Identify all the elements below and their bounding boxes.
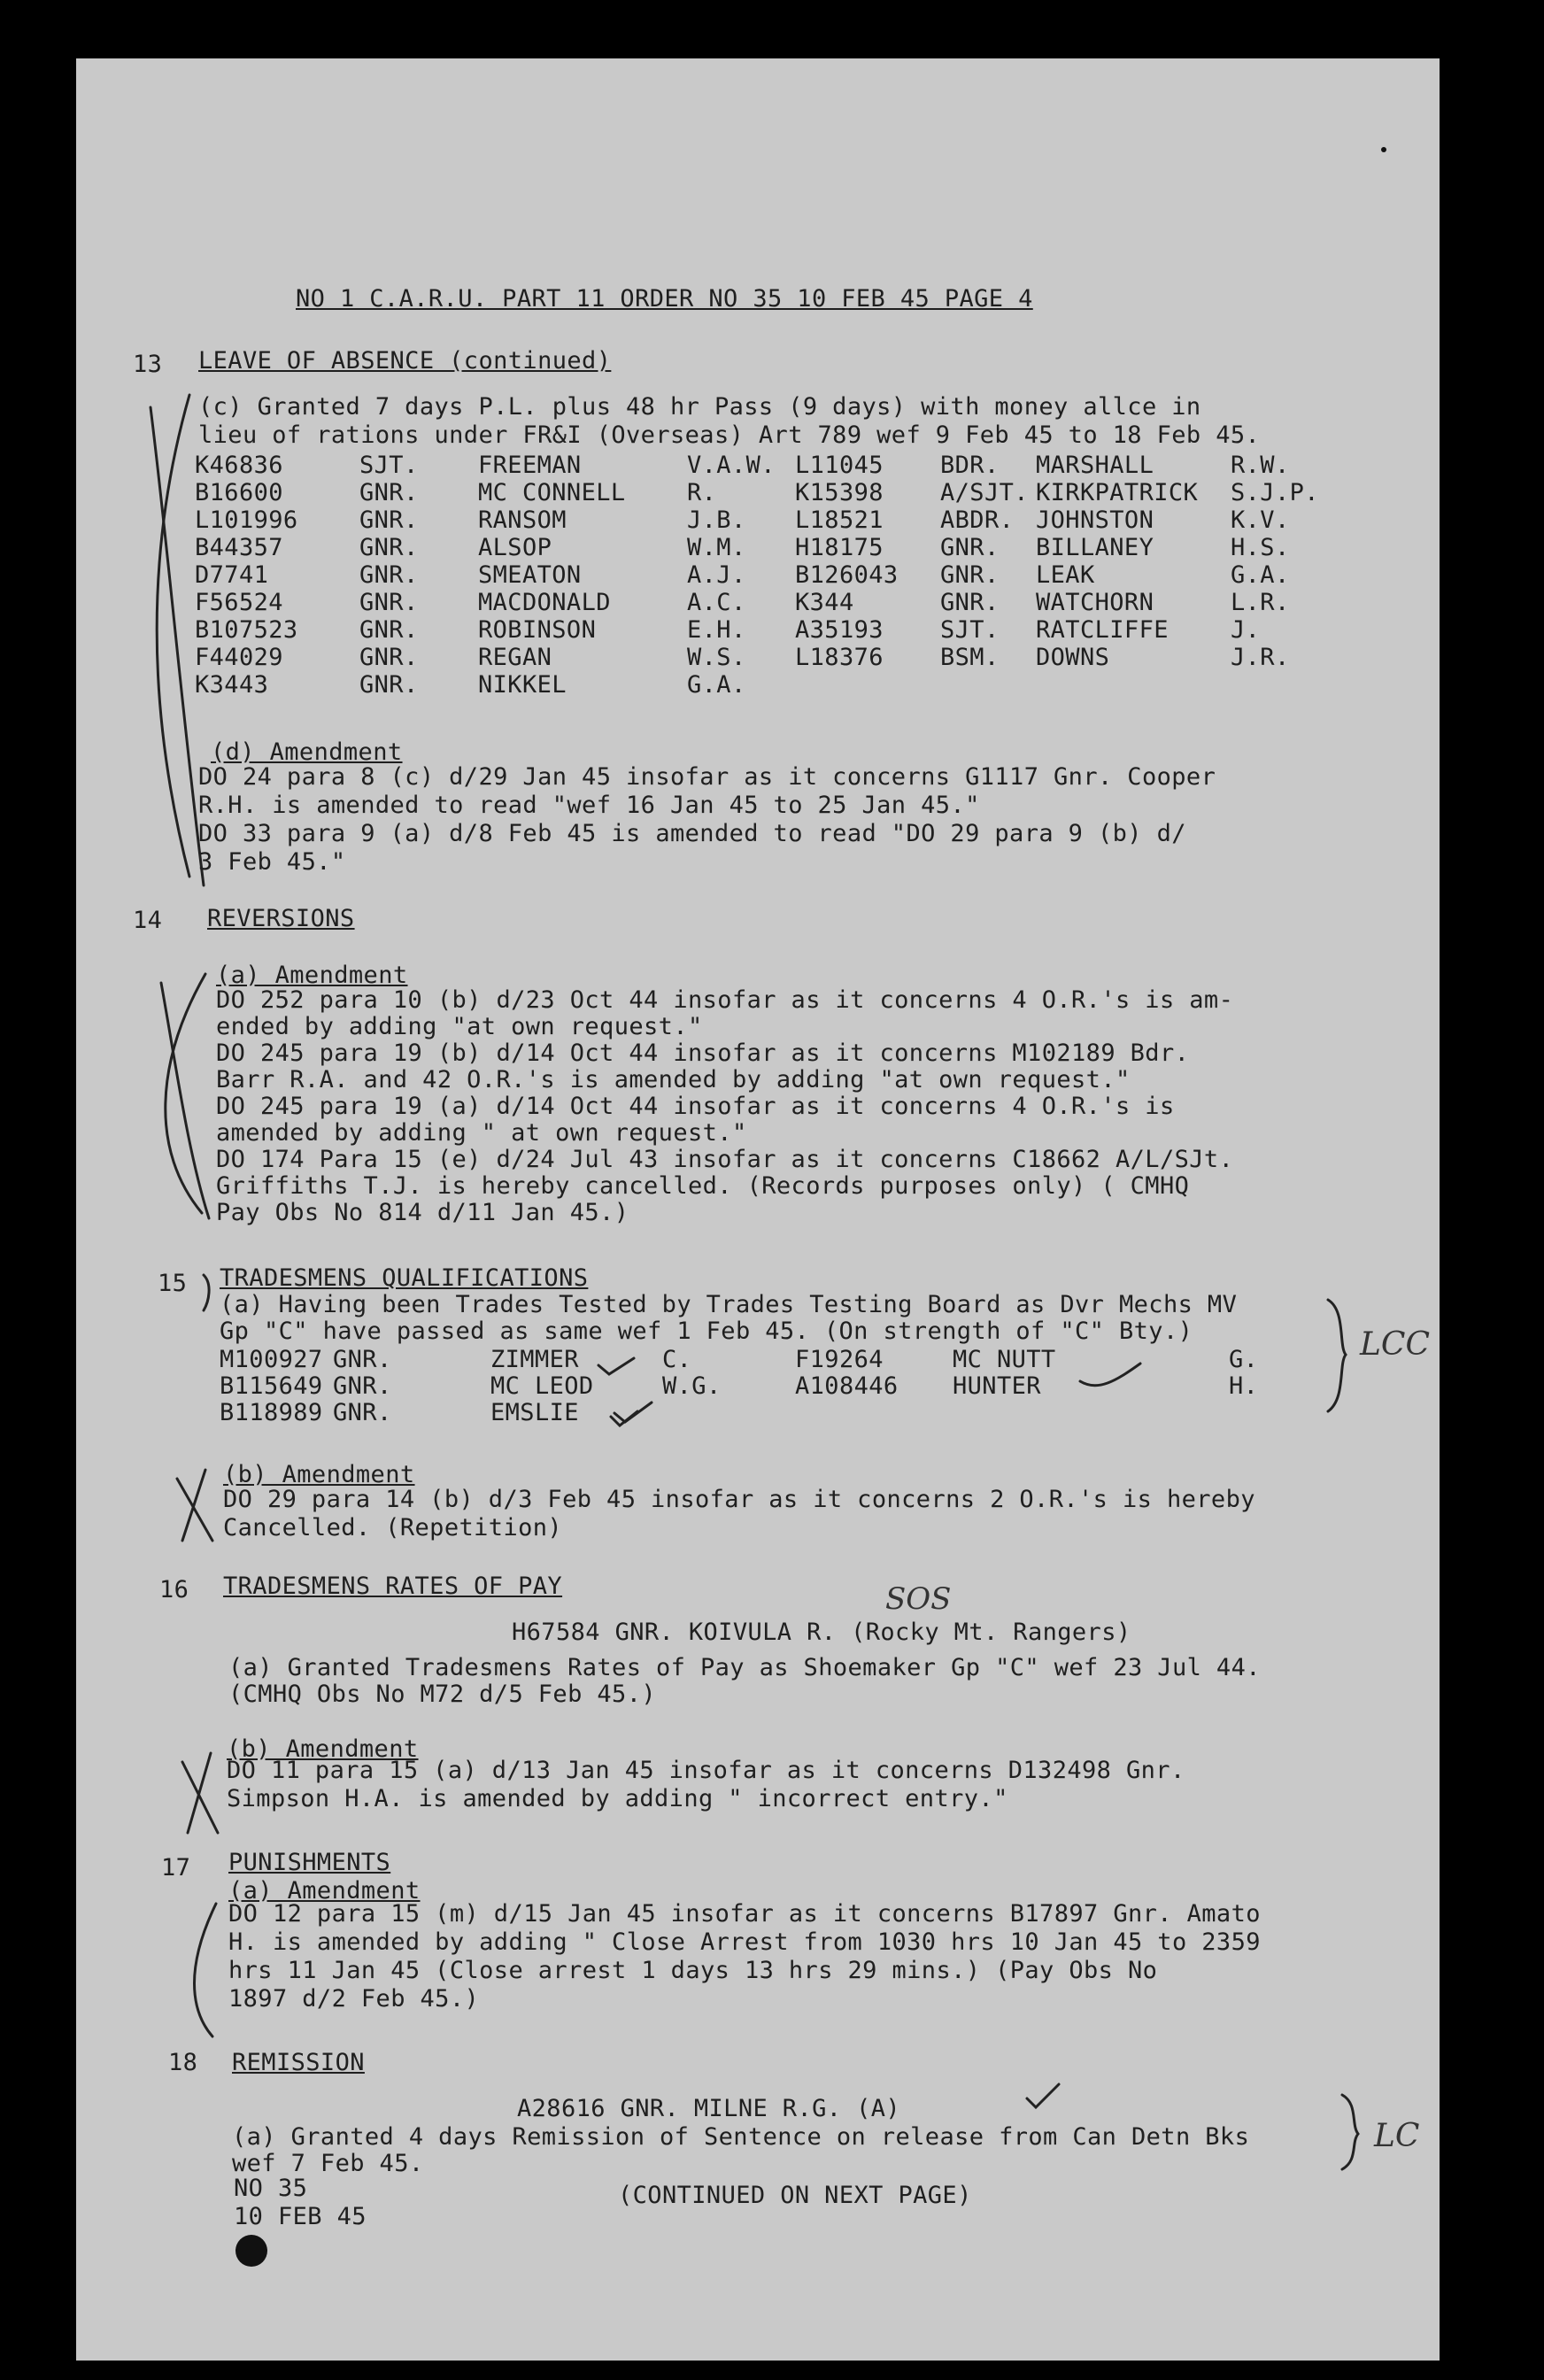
section-title: TRADESMENS QUALIFICATIONS [220,1264,589,1292]
section-number: 14 [133,907,163,934]
section-number: 15 [158,1270,188,1297]
handwritten-note: SOS [885,1581,952,1617]
paragraph-line: H. is amended by adding " Close Arrest from 1030 hrs 10 Jan 45 to 2359 [228,1928,1261,1956]
initials-cell: K.V. [1231,506,1290,534]
rank-cell: GNR. [359,534,419,561]
footer-date: 10 FEB 45 [234,2203,367,2230]
paragraph-line: 3 Feb 45." [198,848,346,876]
paragraph-line: DO 245 para 19 (a) d/14 Oct 44 insofar as it concerns 4 O.R.'s is [216,1093,1175,1120]
footer-order-number: NO 35 [234,2175,308,2202]
initials-cell: J.R. [1231,644,1290,671]
surname-cell: MC LEOD [490,1372,594,1400]
service-number-cell: L18376 [795,644,884,671]
paragraph-line: DO 252 para 10 (b) d/23 Oct 44 insofar as it concerns 4 O.R.'s is am- [216,986,1234,1014]
initials-cell: H.S. [1231,534,1290,561]
section-title: REVERSIONS [207,905,355,932]
section-title: TRADESMENS RATES OF PAY [223,1572,563,1600]
section-number: 17 [161,1854,191,1882]
subsection-title: (b) Amendment [223,1461,415,1488]
section-title: REMISSION [232,2049,365,2076]
surname-cell: WATCHORN [1036,589,1154,616]
personnel-line: A28616 GNR. MILNE R.G. (A) [517,2095,901,2122]
initials-cell: A.C. [687,589,746,616]
rank-cell: GNR. [333,1346,392,1373]
hole-punch [235,2235,267,2267]
surname-cell: KIRKPATRICK [1036,479,1199,506]
surname-cell: MC CONNELL [478,479,626,506]
subsection-title: (d) Amendment [211,738,403,766]
initials-cell: W.S. [687,644,746,671]
service-number-cell: L18521 [795,506,884,534]
service-number-cell: K344 [795,589,854,616]
personnel-line: H67584 GNR. KOIVULA R. (Rocky Mt. Rangers) [512,1619,1131,1646]
paragraph-line: (a) Granted 4 days Remission of Sentence on release from Can Detn Bks [232,2123,1250,2151]
paragraph-line: Cancelled. (Repetition) [223,1514,563,1542]
initials-cell: G. [1229,1346,1259,1373]
service-number-cell: K3443 [195,671,269,699]
rank-cell: GNR. [940,589,1000,616]
service-number-cell: F44029 [195,644,283,671]
initials-cell: E.H. [687,616,746,644]
paragraph-line: DO 29 para 14 (b) d/3 Feb 45 insofar as it concerns 2 O.R.'s is hereby [223,1486,1255,1513]
initials-cell: H. [1229,1372,1259,1400]
rank-cell: GNR. [333,1372,392,1400]
service-number-cell: L11045 [795,452,884,479]
paragraph-line: DO 174 Para 15 (e) d/24 Jul 43 insofar as it concerns C18662 A/L/SJt. [216,1146,1234,1173]
initials-cell: A.J. [687,561,746,589]
surname-cell: BILLANEY [1036,534,1154,561]
rank-cell: GNR. [359,479,419,506]
rank-cell: BSM. [940,644,1000,671]
service-number-cell: F56524 [195,589,283,616]
initials-cell: J. [1231,616,1261,644]
service-number-cell: B16600 [195,479,283,506]
rank-cell: SJT. [359,452,419,479]
paragraph-line: 1897 d/2 Feb 45.) [228,1985,480,2013]
paragraph-line: DO 33 para 9 (a) d/8 Feb 45 is amended to read "DO 29 para 9 (b) d/ [198,820,1186,847]
service-number-cell: B126043 [795,561,899,589]
rank-cell: GNR. [359,644,419,671]
rank-cell: GNR. [333,1399,392,1426]
service-number-cell: A35193 [795,616,884,644]
paragraph-line: DO 245 para 19 (b) d/14 Oct 44 insofar as it concerns M102189 Bdr. [216,1039,1190,1067]
paragraph-line: lieu of rations under FR&I (Overseas) Art 789 wef 9 Feb 45 to 18 Feb 45. [198,421,1261,449]
surname-cell: ZIMMER [490,1346,579,1373]
surname-cell: DOWNS [1036,644,1110,671]
initials-cell: S.J.P. [1231,479,1319,506]
surname-cell: LEAK [1036,561,1095,589]
initials-cell: V.A.W. [687,452,776,479]
section-title: PUNISHMENTS [228,1849,391,1876]
section-number: 16 [159,1576,189,1603]
surname-cell: REGAN [478,644,552,671]
initials-cell: G.A. [687,671,746,699]
surname-cell: MC NUTT [953,1346,1056,1373]
surname-cell: RANSOM [478,506,567,534]
paragraph-line: (c) Granted 7 days P.L. plus 48 hr Pass (9 days) with money allce in [198,393,1201,421]
section-number: 18 [168,2049,198,2076]
subsection-title: (a) Amendment [228,1877,421,1905]
service-number-cell: A108446 [795,1372,899,1400]
paragraph-line: wef 7 Feb 45. [232,2150,424,2177]
section-title: LEAVE OF ABSENCE (continued) [198,347,612,375]
surname-cell: MARSHALL [1036,452,1154,479]
handwritten-initials: LCC [1360,1326,1430,1363]
section-number: 13 [133,351,163,378]
initials-cell: W.G. [662,1372,722,1400]
surname-cell: NIKKEL [478,671,567,699]
service-number-cell: M100927 [220,1346,323,1373]
paragraph-line: DO 24 para 8 (c) d/29 Jan 45 insofar as it concerns G1117 Gnr. Cooper [198,763,1216,791]
initials-cell: R. [687,479,717,506]
service-number-cell: B107523 [195,616,298,644]
initials-cell: L.R. [1231,589,1290,616]
paragraph-line: R.H. is amended to read "wef 16 Jan 45 to 25 Jan 45." [198,792,980,819]
surname-cell: SMEATON [478,561,582,589]
subsection-title: (b) Amendment [227,1735,419,1763]
paragraph-line: Barr R.A. and 42 O.R.'s is amended by adding "at own request." [216,1066,1131,1093]
service-number-cell: H18175 [795,534,884,561]
rank-cell: ABDR. [940,506,1015,534]
paragraph-line: hrs 11 Jan 45 (Close arrest 1 days 13 hrs 29 mins.) (Pay Obs No [228,1957,1158,1984]
paragraph-line: DO 11 para 15 (a) d/13 Jan 45 insofar as it concerns D132498 Gnr. [227,1757,1185,1784]
initials-cell: C. [662,1346,692,1373]
handwritten-initials: LC [1374,2118,1420,2154]
rank-cell: GNR. [940,534,1000,561]
surname-cell: HUNTER [953,1372,1041,1400]
rank-cell: GNR. [359,506,419,534]
surname-cell: EMSLIE [490,1399,579,1426]
paragraph-line: Gp "C" have passed as same wef 1 Feb 45. (On strength of "C" Bty.) [220,1318,1193,1345]
surname-cell: MACDONALD [478,589,611,616]
initials-cell: W.M. [687,534,746,561]
service-number-cell: K15398 [795,479,884,506]
paragraph-line: Simpson H.A. is amended by adding " incorrect entry." [227,1785,1008,1812]
rank-cell: GNR. [359,616,419,644]
initials-cell: G.A. [1231,561,1290,589]
rank-cell: GNR. [359,561,419,589]
rank-cell: GNR. [359,589,419,616]
service-number-cell: B115649 [220,1372,323,1400]
paragraph-line: Griffiths T.J. is hereby cancelled. (Records purposes only) ( CMHQ [216,1172,1190,1200]
service-number-cell: K46836 [195,452,283,479]
paragraph-line: amended by adding " at own request." [216,1119,747,1147]
order-header: NO 1 C.A.R.U. PART 11 ORDER NO 35 10 FEB 45 PAGE 4 [296,285,1033,313]
paragraph-line: DO 12 para 15 (m) d/15 Jan 45 insofar as it concerns B17897 Gnr. Amato [228,1900,1261,1928]
rank-cell: BDR. [940,452,1000,479]
surname-cell: ALSOP [478,534,552,561]
surname-cell: JOHNSTON [1036,506,1154,534]
service-number-cell: F19264 [795,1346,884,1373]
rank-cell: SJT. [940,616,1000,644]
initials-cell: J.B. [687,506,746,534]
service-number-cell: B44357 [195,534,283,561]
surname-cell: FREEMAN [478,452,582,479]
footer-continued: (CONTINUED ON NEXT PAGE) [618,2182,972,2209]
service-number-cell: L101996 [195,506,298,534]
paragraph-line: ended by adding "at own request." [216,1013,703,1040]
paragraph-line: (a) Having been Trades Tested by Trades Testing Board as Dvr Mechs MV [220,1291,1238,1318]
paragraph-line: (a) Granted Tradesmens Rates of Pay as Shoemaker Gp "C" wef 23 Jul 44. [228,1654,1261,1681]
rank-cell: A/SJT. [940,479,1029,506]
rank-cell: GNR. [359,671,419,699]
paragraph-line: (CMHQ Obs No M72 d/5 Feb 45.) [228,1681,657,1708]
paragraph-line: Pay Obs No 814 d/11 Jan 45.) [216,1199,629,1226]
surname-cell: RATCLIFFE [1036,616,1169,644]
initials-cell: R.W. [1231,452,1290,479]
service-number-cell: D7741 [195,561,269,589]
surname-cell: ROBINSON [478,616,597,644]
service-number-cell: B118989 [220,1399,323,1426]
rank-cell: GNR. [940,561,1000,589]
speck [1381,147,1386,152]
subsection-title: (a) Amendment [216,962,408,989]
